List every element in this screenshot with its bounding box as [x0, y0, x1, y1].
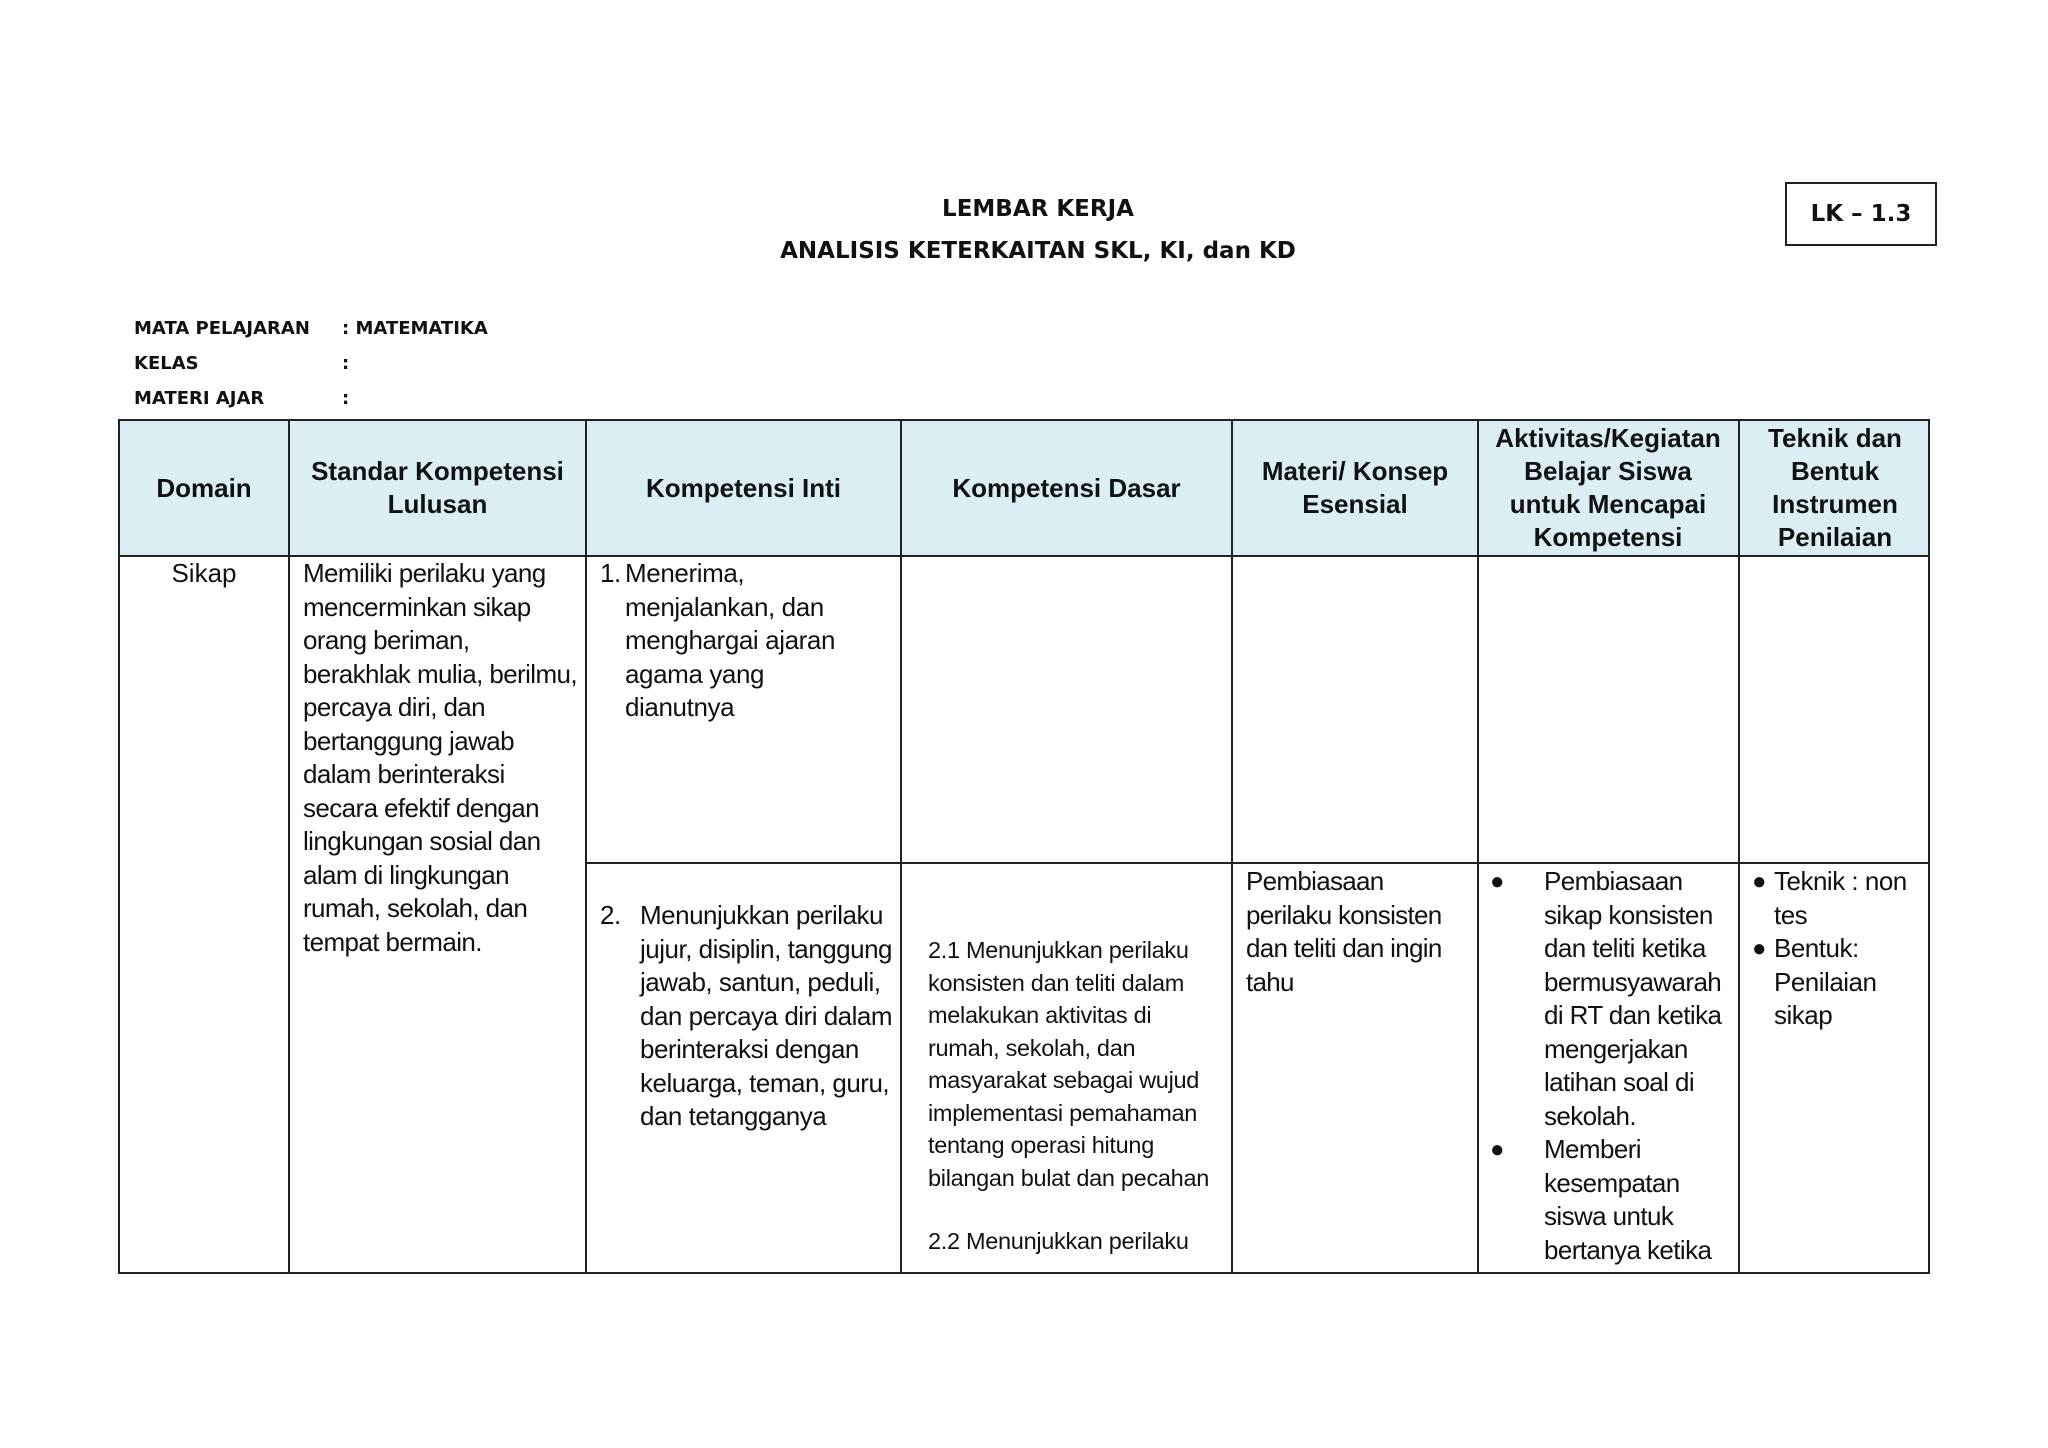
- table-border: [1738, 419, 1740, 1274]
- document-title: LEMBAR KERJA: [942, 196, 1134, 222]
- header-domain: Domain: [156, 472, 252, 503]
- ki-number: 1.: [600, 558, 621, 588]
- kd-2-1: 2.1 Menunjukkan perilaku konsisten dan teliti dalam melakukan aktivitas di rumah, sekolah, dan masyarakat sebagai wujud implementasi pemahaman tentang operasi hitung bilangan bulat dan pecahan: [928, 937, 1209, 1191]
- ki-item-1: [600, 557, 890, 725]
- table-border: [1231, 419, 1233, 1274]
- bullet-icon: ●: [1752, 935, 1766, 962]
- aktivitas-text: Memberi kesempatan siswa untuk bertanya ketika: [1544, 1134, 1712, 1265]
- header-kompetensi-inti: Kompetensi Inti: [645, 472, 841, 503]
- table-border: [288, 419, 290, 1274]
- bullet-icon: ●: [1752, 868, 1766, 895]
- skl-cell: Memiliki perilaku yang mencerminkan sikap orang beriman, berakhlak mulia, berilmu, percaya diri, dan bertanggung jawab dalam berinteraksi secara efektif dengan lingkungan sosial dan alam di lingkungan rumah, sekolah, dan tempat bermain.: [303, 558, 578, 957]
- header-materi-konsep: Materi/ Konsep Esensial: [1261, 456, 1449, 519]
- meta-label: KELAS: [134, 353, 199, 374]
- ki-text: Menunjukkan perilaku jujur, disiplin, tanggung jawab, santun, peduli, dan percaya diri dalam berinteraksi dengan keluarga, teman, guru, dan tetangganya: [640, 900, 893, 1131]
- meta-label: MATA PELAJARAN: [134, 318, 310, 339]
- domain-cell: Sikap: [171, 558, 237, 588]
- meta-value: : MATEMATIKA: [342, 318, 488, 339]
- list-item: [1752, 932, 1924, 1033]
- bullet-icon: ●: [1490, 868, 1504, 895]
- aktivitas-text: Pembiasaan sikap konsisten dan teliti ketika bermusyawarah di RT dan ketika mengerjakan latihan soal di sekolah.: [1544, 866, 1722, 1131]
- teknik-cell: [1752, 865, 1924, 1033]
- aktivitas-cell: [1488, 865, 1733, 1270]
- list-item: [1488, 1133, 1733, 1267]
- header-kompetensi-dasar: Kompetensi Dasar: [952, 472, 1181, 503]
- table-border: [585, 862, 1930, 864]
- materi-konsep-cell: Pembiasaan perilaku konsisten dan teliti dan ingin tahu: [1246, 866, 1442, 997]
- ki-number: 2.: [600, 900, 621, 930]
- ki-text: Menerima, menjalankan, dan menghargai ajaran agama yang dianutnya: [625, 558, 836, 722]
- table-border: [1477, 419, 1479, 1274]
- bullet-icon: ●: [1490, 1136, 1504, 1163]
- meta-label: MATERI AJAR: [134, 388, 265, 409]
- list-item: [1488, 865, 1733, 1133]
- document-subtitle: ANALISIS KETERKAITAN SKL, KI, dan KD: [780, 238, 1296, 264]
- header-teknik-bentuk: Teknik dan Bentuk Instrumen Penilaian: [1768, 423, 1902, 552]
- meta-value: :: [342, 353, 350, 374]
- table-border: [118, 1272, 1930, 1274]
- kd-2-2: 2.2 Menunjukkan perilaku: [928, 1228, 1189, 1254]
- table-border: [1928, 419, 1930, 1274]
- list-item: [1752, 865, 1924, 932]
- teknik-text: Teknik : non tes: [1774, 866, 1907, 930]
- teknik-text: Bentuk: Penilaian sikap: [1774, 933, 1877, 1030]
- worksheet-code-badge: LK – 1.3: [1785, 182, 1937, 246]
- meta-value: :: [342, 388, 350, 409]
- ki-item-2: [600, 899, 895, 1134]
- header-aktivitas: Aktivitas/Kegiatan Belajar Siswa untuk Mencapai Kompetensi: [1495, 423, 1721, 552]
- header-standar-kompetensi-lulusan: Standar Kompetensi Lulusan: [311, 456, 564, 519]
